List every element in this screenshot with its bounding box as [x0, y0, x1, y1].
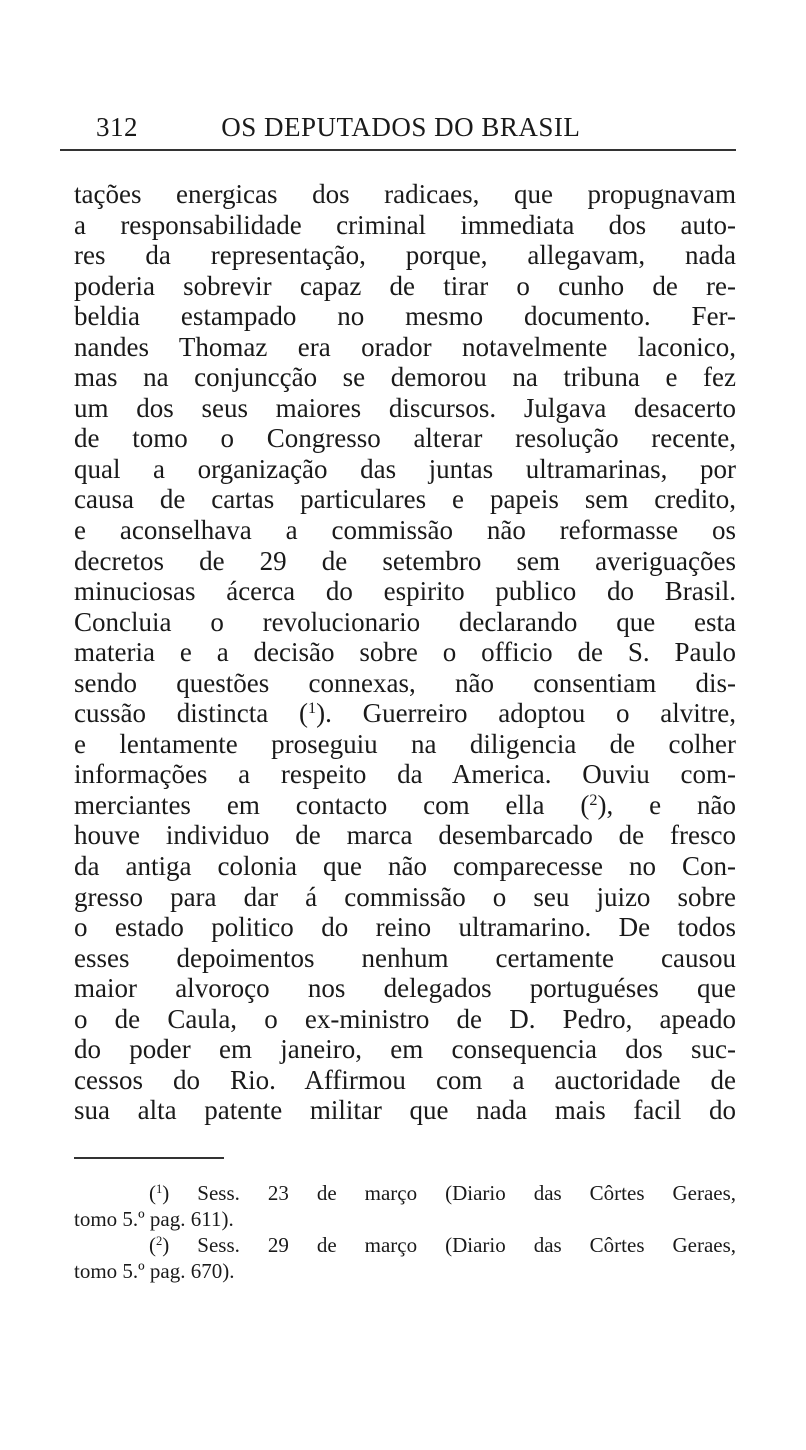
text-line: Concluia o revolucionario declarando que esta — [74, 606, 736, 637]
footnote-text: Sess. 23 de março (Diario das Côrtes Geraes, — [197, 1181, 737, 1205]
text-line: nandes Thomaz era orador notavelmente laconico, — [74, 331, 736, 362]
text-line: mas na conjuncção se demorou na tribuna e fez — [74, 362, 736, 393]
text-line: beldia estampado no mesmo documento. Fer- — [74, 301, 736, 332]
page-number: 312 — [96, 112, 138, 142]
text-line: do poder em janeiro, em consequencia dos suc- — [74, 1034, 736, 1065]
text-line: o estado politico do reino ultramarino. De todos — [74, 912, 736, 943]
text-line: cessos do Rio. Affirmou com a auctoridade de — [74, 1064, 736, 1095]
text-line: sendo questões connexas, não consentiam dis- — [74, 667, 736, 698]
text-line-with-footnote-ref — [74, 698, 736, 729]
text-line: materia e a decisão sobre o officio de S. Paulo — [74, 637, 736, 668]
footnote-reference: 2 — [589, 791, 598, 810]
text-line: e lentamente proseguiu na diligencia de colher — [74, 728, 736, 759]
running-title: OS DEPUTADOS DO BRASIL — [221, 112, 581, 142]
line-text-after: ), e não — [597, 789, 736, 820]
footnote-2-line-1 — [74, 1232, 736, 1258]
header-rule — [60, 149, 736, 151]
text-line: minuciosas ácerca do espirito publico do Brasil. — [74, 576, 736, 607]
text-line: decretos de 29 de setembro sem averiguações — [74, 545, 736, 576]
text-line: qual a organização das juntas ultramarinas, por — [74, 453, 736, 484]
footnote-mark: 1 — [156, 1182, 163, 1197]
running-header — [96, 112, 736, 143]
footnotes — [74, 1180, 736, 1284]
footnote-mark: 2 — [156, 1234, 163, 1249]
body-text — [74, 179, 736, 1126]
footnote-rule — [74, 1157, 224, 1159]
text-line: informações a respeito da America. Ouviu com- — [74, 759, 736, 790]
text-line: res da representação, porque, allegavam, nada — [74, 240, 736, 271]
text-line: de tomo o Congresso alterar resolução recente, — [74, 423, 736, 454]
footnote-1-line-2: tomo 5.º pag. 611). — [74, 1207, 234, 1231]
text-line: o de Caula, o ex-ministro de D. Pedro, apeado — [74, 1003, 736, 1034]
paren-open: ( — [149, 1181, 156, 1205]
text-line: a responsabilidade criminal immediata dos auto- — [74, 209, 736, 240]
text-line: causa de cartas particulares e papeis sem credito, — [74, 484, 736, 515]
footnote-1-line-1 — [74, 1180, 736, 1206]
text-line: e aconselhava a commissão não reformasse os — [74, 515, 736, 546]
text-line: gresso para dar á commissão o seu juizo sobre — [74, 881, 736, 912]
text-line-with-footnote-ref — [74, 790, 736, 821]
text-line: tações energicas dos radicaes, que propugnavam — [74, 179, 736, 209]
line-text-before: merciantes em contacto com ella ( — [74, 789, 590, 820]
text-line: da antiga colonia que não comparecesse no Con- — [74, 851, 736, 882]
paren-open: ( — [149, 1233, 156, 1257]
footnote-2-line-2: tomo 5.º pag. 670). — [74, 1259, 235, 1283]
text-line: um dos seus maiores discursos. Julgava desacerto — [74, 392, 736, 423]
line-text-after: ). Guerreiro adoptou o alvitre, — [316, 698, 736, 729]
footnote-text: Sess. 29 de março (Diario das Côrtes Geraes, — [197, 1233, 737, 1257]
text-line: esses depoimentos nenhum certamente causou — [74, 942, 736, 973]
paren-close: ) — [162, 1181, 170, 1205]
text-line: poderia sobrevir capaz de tirar o cunho de re- — [74, 270, 736, 301]
text-line: sua alta patente militar que nada mais facil do — [74, 1095, 736, 1126]
footnote-reference: 1 — [307, 699, 317, 718]
paren-close: ) — [162, 1233, 170, 1257]
line-text-before: cussão distincta ( — [74, 698, 308, 729]
text-line: maior alvoroço nos delegados portuguéses que — [74, 973, 736, 1004]
text-line: houve individuo de marca desembarcado de fresco — [74, 820, 736, 851]
